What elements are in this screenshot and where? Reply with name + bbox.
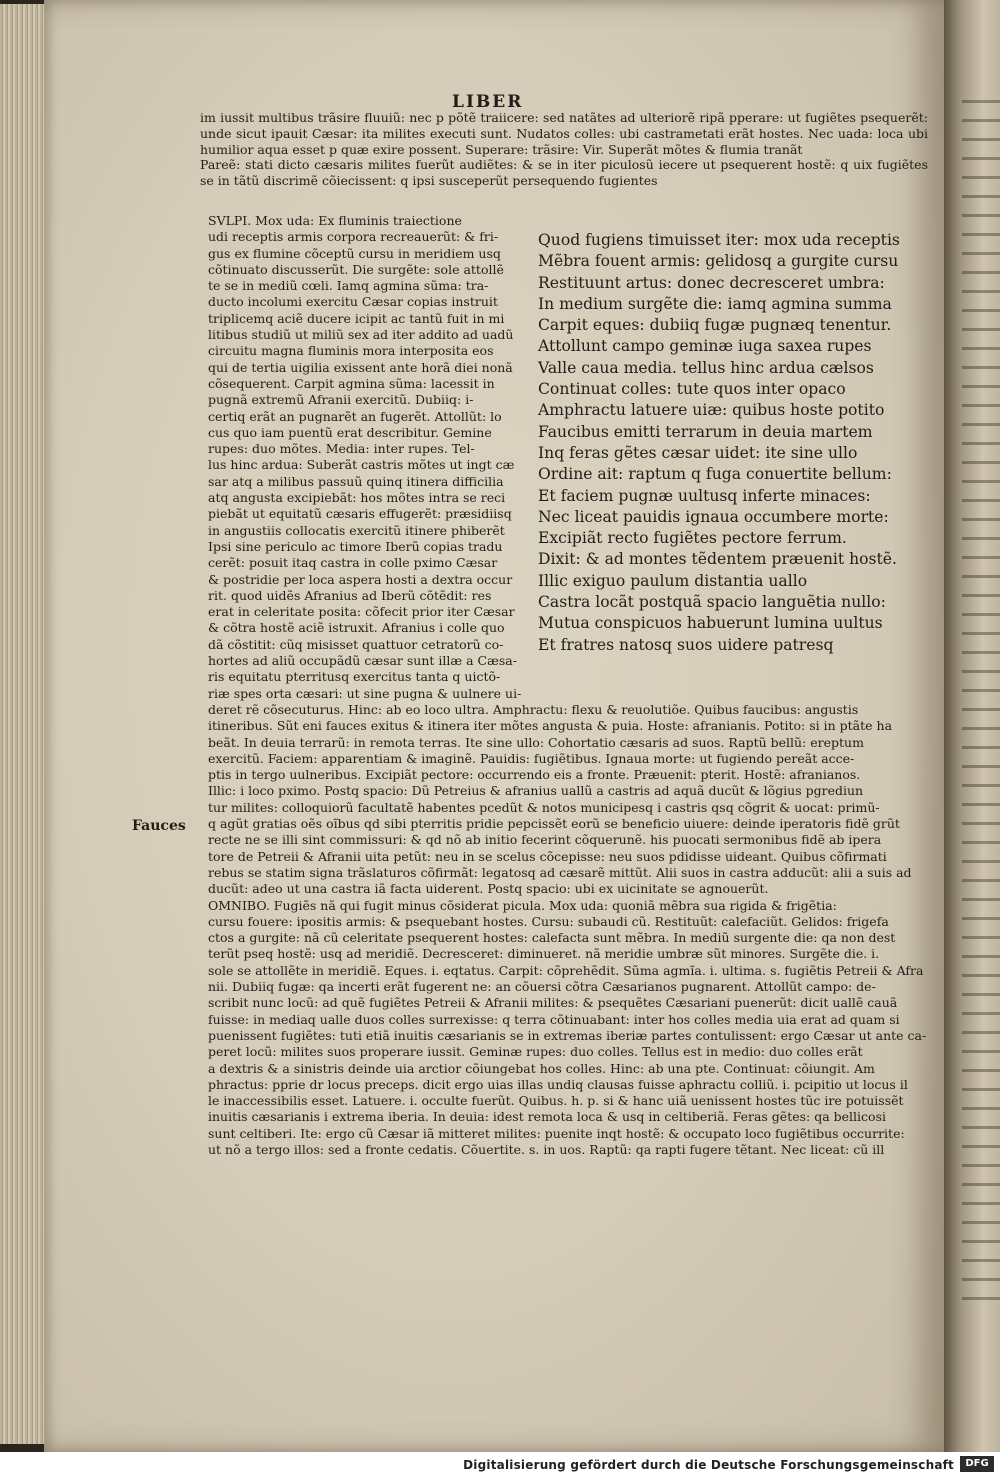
- commentary-line: erat in celeritate posita: cõfecit prior iter Cæsar: [208, 604, 515, 620]
- verse-line: Nec liceat pauidis ignaua occumbere morte:: [538, 507, 889, 526]
- commentary-line: deret rẽ cõsecuturus. Hinc: ab eo loco ultra. Amphractu: flexu & reuolutiõe. Quibus faucibus: angustis: [208, 702, 859, 717]
- commentary-line: ducũt: adeo ut una castra iã facta uiderent. Postq spacio: ubi ex uicinitate se agnouerũt.: [208, 881, 769, 897]
- verse-line: Quod fugiens timuisset iter: mox uda receptis: [538, 231, 900, 249]
- commentary-line: ris equitatu pterritusq exercitus tanta q uictõ-: [208, 669, 501, 685]
- verse-line: Ordine ait: raptum q fuga conuertite bellum:: [538, 465, 892, 484]
- verse-line: Valle caua media. tellus hinc ardua cælsos: [538, 358, 874, 377]
- verse-line: Castra locãt postquã spacio languẽtia nullo:: [538, 593, 886, 612]
- verse-line: In medium surgẽte die: iamq agmina summa: [538, 294, 892, 313]
- commentary-paragraph: im iussit multibus trãsire fluuiũ: nec p põtẽ traiicere: sed natãtes ad ulteriorẽ ripã pperare: ut fugiẽtes psequerẽt: unde sicut ipauit Cæsar: ita milites executi sunt. Nudatos colles: ubi castrametati erãt hostes. Nec uada: loca ubi humilior aqua esset p quæ exire possent. Superare: trãsire: Vir. Superãt mõtes & flumia tranãt: [200, 110, 928, 157]
- commentary-line: puenissent fugiẽtes: tuti etiã inuitis cæsarianis se in extremas iberiæ partes contulissent: ergo Cæsar ut ante ca-: [208, 1027, 927, 1043]
- commentary-line: riæ spes orta cæsari: ut sine pugna & uulnere ui-: [208, 685, 522, 701]
- commentary-line: recte ne se illi sint commissuri: & qd nõ ab initio fecerint cõquerunẽ. his puocati sermonibus fidẽ ab ipera: [208, 832, 882, 848]
- verse-line: Mutua conspicuos habuerunt lumina uultus: [538, 614, 883, 633]
- commentary-line: phractus: pprie dr locus preceps. dicit ergo uias illas undiq clausas fuisse aphractu colliũ. i. pcipitio ut locus il: [208, 1076, 908, 1092]
- commentary-line: ctos a gurgite: nã cũ celeritate psequerent hostes: calefacta sunt mẽbra. In mediũ surgente die: qa non dest: [208, 930, 896, 946]
- verse-line: Illic exiguo paulum distantia uallo: [538, 571, 808, 590]
- commentary-line: cus quo iam puentũ erat describitur. Gemine: [208, 424, 492, 440]
- footer-bar: [0, 1452, 1000, 1478]
- commentary-line: gus ex flumine cõceptũ cursu in meridiem usq: [208, 245, 501, 261]
- commentary-line: atq angusta excipiebãt: hos mõtes intra se reci: [208, 490, 506, 506]
- verse-line: Excipiãt recto fugiẽtes pectore ferrum.: [538, 529, 847, 548]
- verse-line: Et fratres natosq suos uidere patresq: [538, 635, 834, 654]
- commentary-line: lus hinc ardua: Suberãt castris mõtes ut ingt cæ: [208, 457, 515, 473]
- verse-line: Dixit: & ad montes tẽdentem præuenit hostẽ.: [538, 550, 897, 569]
- commentary-line: inuitis cæsarianis i extrema iberia. In deuia: idest remota loca & usq in celtiberiã. Feras gẽtes: qa bellicosi: [208, 1109, 886, 1125]
- commentary-line: te se in mediũ cœli. Iamq agmina sũma: tra-: [208, 278, 489, 294]
- commentary-line: ducto incolumi exercitu Cæsar copias instruit: [208, 294, 498, 310]
- commentary-line: sole se attollẽte in meridiẽ. Eques. i. eqtatus. Carpit: cõprehẽdit. Sũma agmĩa. i. ultima. s. fugiẽtis Petreii & Afra: [208, 962, 924, 978]
- commentary-line: in angustiis collocatis exercitũ itinere phiberẽt: [208, 522, 505, 538]
- commentary-line: cõtinuato discusserũt. Die surgẽte: sole attollẽ: [208, 261, 504, 277]
- commentary-line: certiq erãt an pugnarẽt an fugerẽt. Attollũt: lo: [208, 408, 502, 424]
- commentary-line: sunt celtiberi. Ite: ergo cũ Cæsar iã mitteret milites: puenite inqt hostẽ: & occupato loco fugiẽtibus occurrite:: [208, 1125, 905, 1141]
- verse-line: Et faciem pugnæ uultusq inferte minaces:: [538, 486, 871, 505]
- verse-line: Faucibus emitti terrarum in deuia martem: [538, 422, 873, 441]
- commentary-line: scribit nunc locũ: ad quẽ fugiẽtes Petreii & Afranii milites: & psequẽtes Cæsariani puenerũt: dicit uallẽ cauã: [208, 995, 898, 1011]
- verse-line: Inq feras gẽtes cæsar uidet: ite sine ullo: [538, 443, 858, 462]
- verse-line: Carpit eques: dubiiq fugæ pugnæq tenentur.: [538, 316, 892, 335]
- commentary-line: terũt pseq hostẽ: usq ad meridiẽ. Decresceret: diminueret. nã meridie umbræ sũt minores. Surgẽte die. i.: [208, 946, 880, 962]
- commentary-line: triplicemq aciẽ ducere icipit ac tantũ fuit in mi: [208, 310, 505, 326]
- commentary-line: cõsequerent. Carpit agmina sũma: lacessit in: [208, 375, 495, 391]
- commentary-line: exercitũ. Faciem: apparentiam & imaginẽ. Pauidis: fugiẽtibus. Ignaua morte: ut fugiendo pereãt acce-: [208, 750, 855, 766]
- page-fore-edge: [0, 4, 45, 1444]
- commentary-line: ptis in tergo uulneribus. Excipiãt pectore: occurrendo eis a fronte. Præuenit: pterit. Hostẽ: afranianos.: [208, 767, 861, 783]
- sulpi-commentary: [208, 213, 526, 702]
- commentary-line: pugnã extremũ Afranii exercitũ. Dubiiq: i-: [208, 392, 474, 408]
- commentary-paragraph: Pareẽ: stati dicto cæsaris milites fuerũt audiẽtes: & se in iter piculosũ iecere ut psequerent hostẽ: q uix fugiẽtes se in tãtũ discrimẽ cõiecissent: q ipsi susceperũt persequendo fugientes: [200, 157, 928, 189]
- commentary-line: cerẽt: posuit itaq castra in colle pximo Cæsar: [208, 555, 498, 571]
- verse-line: Amphractu latuere uiæ: quibus hoste potito: [538, 401, 885, 420]
- commentary-line: fuisse: in mediaq ualle duos colles surrexisse: q terra cõtinuabant: inter hos colles media uia erat ad quam si: [208, 1011, 900, 1027]
- commentary-line: & cõtra hostẽ aciẽ istruxit. Afranius i colle quo: [208, 620, 505, 636]
- commentary-line: cursu fouere: ipositis armis: & psequebant hostes. Cursu: subaudi cũ. Restituũt: calefaciũt. Gelidos: frigefa: [208, 913, 889, 929]
- commentary-line: tur milites: colloquiorũ facultatẽ habentes pcedũt & notos municipesq i castris qsq cõgrit & uocat: primũ-: [208, 799, 880, 815]
- verse-line: Mẽbra fouent armis: gelidosq a gurgite cursu: [538, 252, 899, 271]
- margin-note: Fauces: [132, 818, 186, 834]
- top-commentary: [200, 110, 928, 189]
- commentary-line: rupes: duo mõtes. Media: inter rupes. Tel-: [208, 441, 475, 457]
- commentary-line: Illic: i loco pximo. Postq spacio: Dũ Petreius & afranius uallũ a castris ad aquã ducũt & lõgius pgrediun: [208, 783, 864, 799]
- verse-line: Continuat colles: tute quos inter opaco: [538, 380, 846, 399]
- commentary-line: circuitu magna fluminis mora interposita eos: [208, 343, 494, 359]
- commentary-line: nii. Dubiiq fugæ: qa incerti erãt fugerent ne: an cõuersi cõtra Cæsarianos pugnarent. Attollũt campo: de-: [208, 979, 876, 995]
- commentary-line: le inaccessibilis esset. Latuere. i. occulte fuerũt. Quibus. h. p. si & hanc uiã uenissent hostes tũc ire potuissẽt: [208, 1093, 904, 1109]
- dfg-logo: DFG: [960, 1456, 994, 1472]
- commentary-line: rit. quod uidẽs Afranius ad Iberũ cõtẽdit: res: [208, 587, 492, 603]
- running-head: LIBER: [452, 92, 524, 112]
- commentary-line: hortes ad aliũ occupãdũ cæsar sunt illæ a Cæsa-: [208, 653, 517, 669]
- commentary-line: beãt. In deuia terrarũ: in remota terras. Ite sine ullo: Cohortatio cæsaris ad suos. Raptũ bellũ: ereptum: [208, 734, 864, 750]
- commentary-line: piebãt ut equitatũ cæsaris effugerẽt: præsidiisq: [208, 506, 512, 522]
- commentary-line: tore de Petreii & Afranii uita petũt: neu in se scelus cõcepisse: neu suos pdidisse uideant. Quibus cõfirmati: [208, 848, 887, 864]
- commentary-line: SVLPI. Mox uda: Ex fluminis traiectione: [208, 213, 462, 228]
- verse-line: Restituunt artus: donec decresceret umbra:: [538, 273, 885, 292]
- commentary-line: litibus studiũ ut miliũ sex ad iter addito ad uadũ: [208, 327, 514, 343]
- facing-page-text-shadow: [962, 100, 1000, 1300]
- commentary-line: udi receptis armis corpora recreauerũt: & fri-: [208, 229, 499, 245]
- commentary-line: OMNIBO. Fugiẽs nã qui fugit minus cõsiderat picula. Mox uda: quoniã mẽbra sua rigida & frigẽtia:: [208, 897, 837, 913]
- commentary-line: itineribus. Sũt eni fauces exitus & itinera iter mõtes angusta & puia. Hoste: afranianis. Potito: si in ptãte ha: [208, 718, 893, 734]
- commentary-line: rebus se statim signa trãslaturos cõfirmãt: legatosq ad cæsarẽ mittũt. Alii suos in castra adducũt: alii a suis ad: [208, 864, 912, 880]
- commentary-line: a dextris & a sinistris deinde uia arctior cõiungebat hos colles. Hinc: ab una pte. Continuat: cõiungit. Am: [208, 1060, 875, 1076]
- commentary-line: peret locũ: milites suos properare iussit. Geminæ rupes: duo colles. Tellus est in medio: duo colles erãt: [208, 1044, 863, 1060]
- commentary-line: ut nõ a tergo illos: sed a fronte cedatis. Cõuertite. s. in uos. Raptũ: qa rapti fugere tẽtant. Nec liceat: cũ ill: [208, 1142, 885, 1158]
- commentary-line: q agũt gratias oẽs oĩbus qd sibi pterritis pridie pepcissẽt eorũ se beneficio uiuere: deinde iperatoris fidẽ grũt: [208, 816, 900, 832]
- verse-line: Attollunt campo geminæ iuga saxea rupes: [538, 337, 872, 356]
- commentary-line: & postridie per loca aspera hosti a dextra occur: [208, 571, 513, 587]
- footer-credit: Digitalisierung gefördert durch die Deutsche Forschungsgemeinschaft: [463, 1458, 954, 1472]
- poem-column: [538, 230, 924, 656]
- commentary-line: qui de tertia uigilia exissent ante horã diei nonã: [208, 359, 513, 375]
- lower-commentary: [208, 702, 928, 1158]
- commentary-line: sar atq a milibus passuũ quinq itinera difficilia: [208, 473, 504, 489]
- commentary-line: Ipsi sine periculo ac timore Iberũ copias tradu: [208, 538, 503, 554]
- commentary-line: dã cõstitit: cũq misisset quattuor cetratorũ co-: [208, 636, 504, 652]
